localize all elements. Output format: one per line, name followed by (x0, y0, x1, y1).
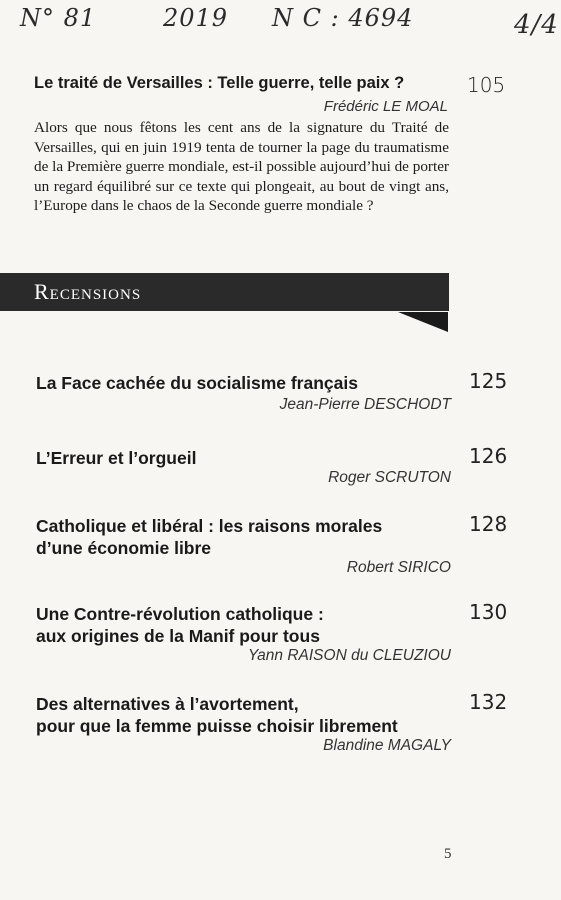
review-author: Roger SCRUTON (328, 469, 451, 486)
handwritten-reference: N C : 4694 (272, 4, 414, 32)
article-author: Frédéric LE MOAL (323, 98, 448, 115)
review-page-number: 126 (469, 444, 508, 468)
review-page-number: 132 (469, 690, 508, 714)
handwritten-part: 4/4 (514, 10, 559, 40)
review-author: Jean-Pierre DESCHODT (279, 396, 451, 413)
review-title: Catholique et libéral : les raisons morales d’une économie libre (36, 516, 383, 558)
article-abstract: Alors que nous fêtons les cent ans de la signature du Traité de Versailles, qui en juin 1919 tenta de tourner la page du traumatisme de la Première guerre mondiale, est-il possible aujourd’hui de porter un regard équilibré sur ce texte qui plongeait, au bout de vingt ans, l’Europe dans le chaos de la Seconde guerre mondiale ? (34, 119, 449, 214)
article-title: Le traité de Versailles : Telle guerre, telle paix ? (34, 74, 405, 92)
handwritten-year: 2019 (163, 4, 229, 32)
review-title: L’Erreur et l’orgueil (36, 448, 197, 468)
review-page-number: 130 (469, 600, 508, 624)
review-title: Une Contre-révolution catholique : aux origines de la Manif pour tous (36, 604, 324, 646)
article-page-number: 105 (467, 73, 506, 97)
review-title: Des alternatives à l’avortement, pour que la femme puisse choisir librement (36, 694, 398, 736)
page-number: 5 (444, 846, 452, 862)
section-title: Recensions (34, 279, 142, 304)
review-author: Blandine MAGALY (323, 737, 451, 754)
handwritten-issue-number: N° 81 (20, 4, 97, 32)
review-page-number: 128 (469, 512, 508, 536)
review-author: Yann RAISON du CLEUZIOU (247, 647, 451, 664)
review-title: La Face cachée du socialisme français (36, 373, 358, 393)
review-page-number: 125 (469, 369, 508, 393)
review-author: Robert SIRICO (346, 559, 451, 576)
section-arrow-icon (398, 312, 448, 332)
